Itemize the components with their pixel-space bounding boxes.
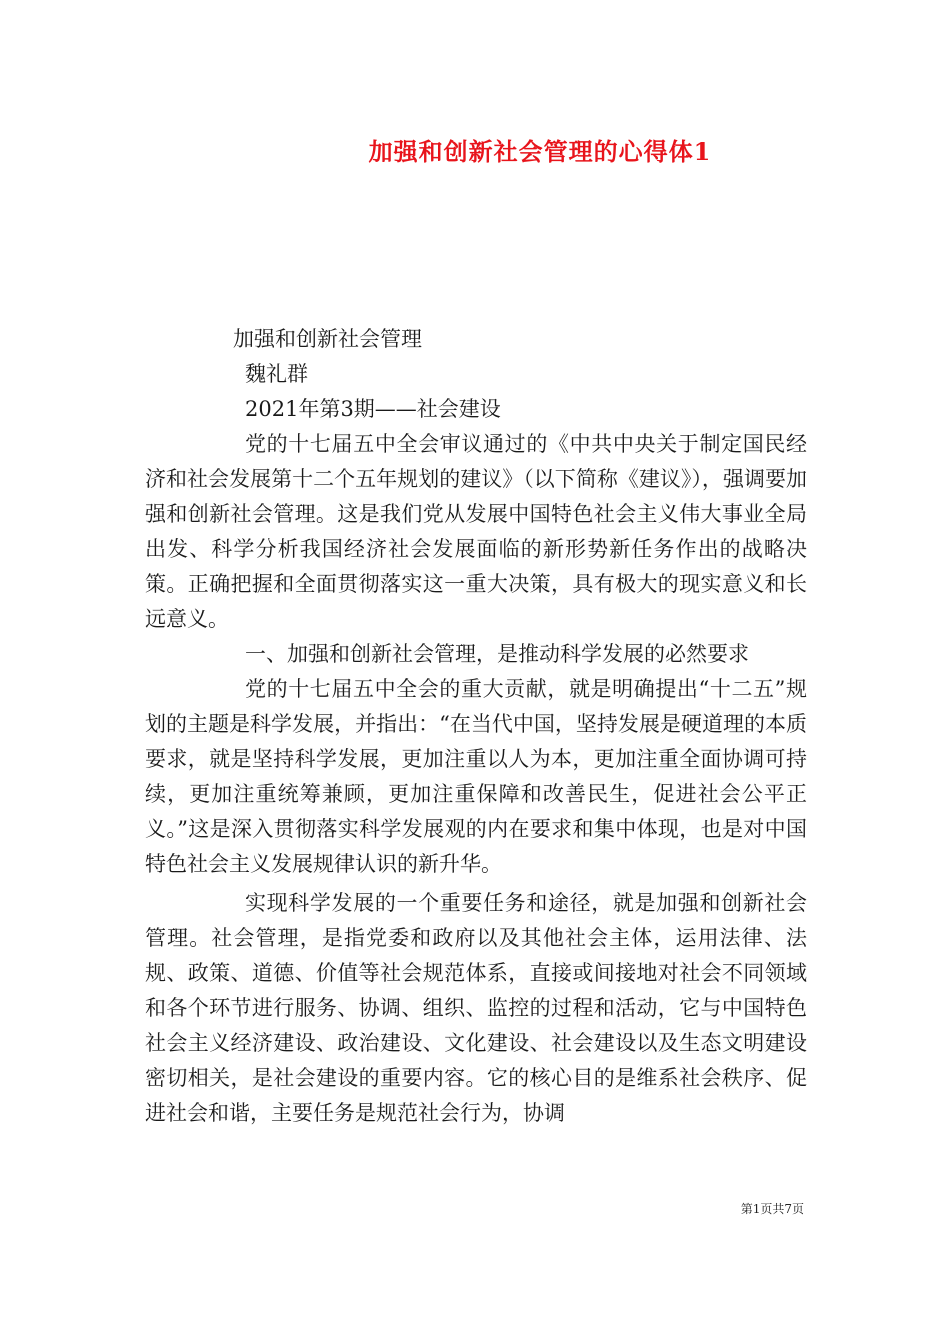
article-source: 2021年第3期——社会建设 bbox=[245, 397, 501, 421]
paragraph-section1-b: 实现科学发展的一个重要任务和途径，就是加强和创新社会管理。社会管理，是指党委和政府以及其他社会主体，运用法律、法规、政策、道德、价值等社会规范体系，直接或间接地对社会不同领域和各个环节进行服务、协调、组织、监控的过程和活动，它与中国特色社会主义经济建设、政治建设、文化建设、社会建设以及生态文明建设密切相关，是社会建设的重要内容。它的核心目的是维系社会秩序、促进社会和谐，主要任务是规范社会行为，协调 bbox=[145, 891, 807, 1125]
paragraph-section1-a: 党的十七届五中全会的重大贡献，就是明确提出“十二五”规划的主题是科学发展，并指出：“在当代中国，坚持发展是硬道理的本质要求，就是坚持科学发展，更加注重以人为本，更加注重全面协调可持续，更加注重统筹兼顾，更加注重保障和改善民生，促进社会公平正义。”这是深入贯彻落实科学发展观的内在要求和集中体现，也是对中国特色社会主义发展规律认识的新升华。 bbox=[145, 677, 807, 876]
article-subject: 加强和创新社会管理 bbox=[233, 327, 422, 351]
document-body bbox=[145, 322, 807, 1131]
article-author: 魏礼群 bbox=[245, 362, 308, 386]
section-heading-1: 一、加强和创新社会管理，是推动科学发展的必然要求 bbox=[245, 642, 749, 666]
paragraph-intro: 党的十七届五中全会审议通过的《中共中央关于制定国民经济和社会发展第十二个五年规划的建议》（以下简称《建议》），强调要加强和创新社会管理。这是我们党从发展中国特色社会主义伟大事业全局出发、科学分析我国经济社会发展面临的新形势新任务作出的战略决策。正确把握和全面贯彻落实这一重大决策，具有极大的现实意义和长远意义。 bbox=[145, 432, 807, 631]
document-title: 加强和创新社会管理的心得体1 bbox=[368, 137, 712, 166]
page-number-footer: 第1页共7页 bbox=[740, 1202, 804, 1216]
